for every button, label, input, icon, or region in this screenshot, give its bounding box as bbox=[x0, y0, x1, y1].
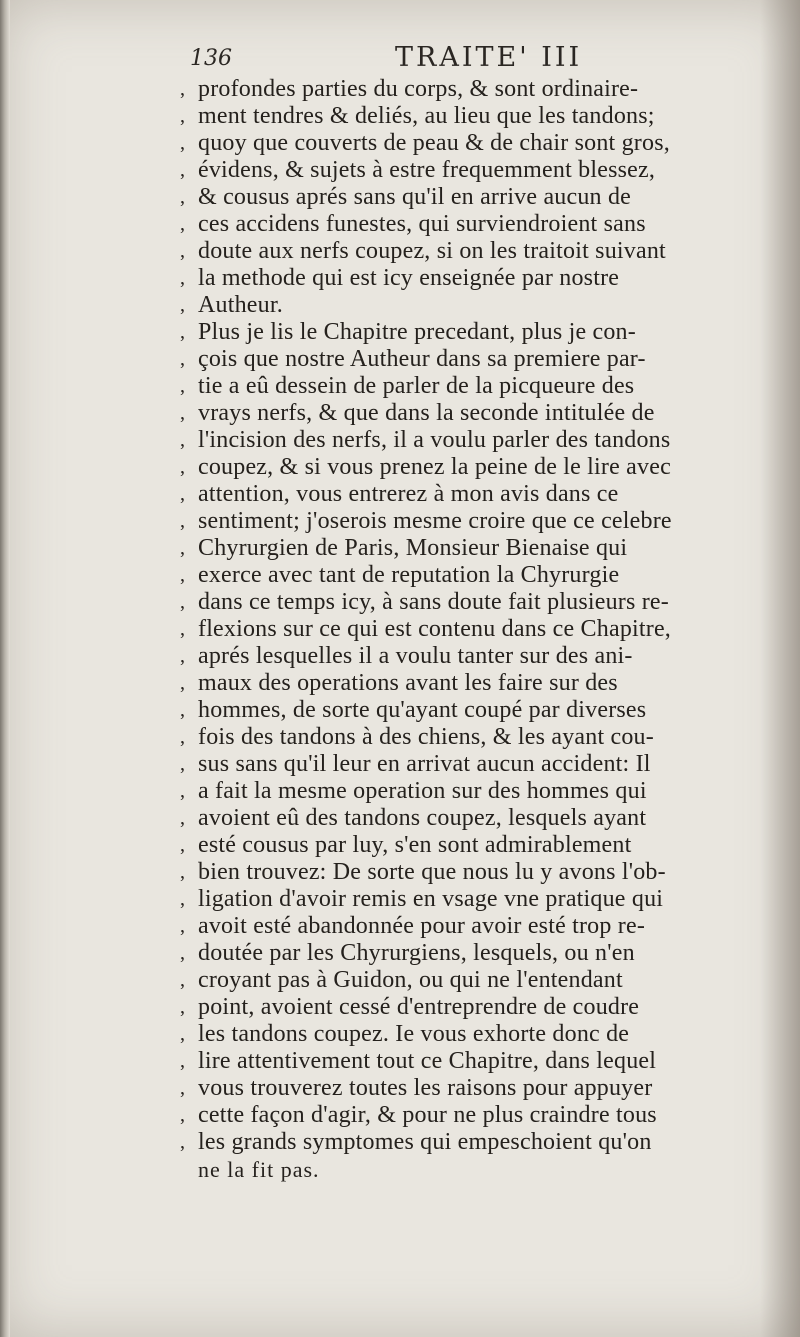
text-line bbox=[180, 400, 775, 427]
quotation-marker: , bbox=[180, 645, 185, 667]
text-line bbox=[180, 751, 775, 778]
quotation-marker: , bbox=[180, 969, 185, 991]
line-text: les grands symptomes qui empeschoient qu'on bbox=[198, 1129, 652, 1155]
text-line bbox=[180, 319, 775, 346]
text-line bbox=[180, 1048, 775, 1075]
text-line bbox=[180, 940, 775, 967]
quotation-marker: , bbox=[180, 672, 185, 694]
text-line bbox=[180, 481, 775, 508]
quotation-marker: , bbox=[180, 888, 185, 910]
line-text: croyant pas à Guidon, ou qui ne l'entendant bbox=[198, 967, 623, 993]
text-line bbox=[180, 886, 775, 913]
text-line bbox=[180, 643, 775, 670]
line-text: évidens, & sujets à estre frequemment blessez, bbox=[198, 157, 656, 183]
line-text: doute aux nerfs coupez, si on les traitoit suivant bbox=[198, 238, 666, 264]
line-text: vrays nerfs, & que dans la seconde intitulée de bbox=[198, 400, 655, 426]
line-text: esté cousus par luy, s'en sont admirablement bbox=[198, 832, 632, 858]
quotation-marker: , bbox=[180, 861, 185, 883]
quotation-marker: , bbox=[180, 996, 185, 1018]
text-line bbox=[180, 967, 775, 994]
text-line bbox=[180, 211, 775, 238]
quotation-marker: , bbox=[180, 699, 185, 721]
quotation-marker: , bbox=[180, 159, 185, 181]
line-text: vous trouverez toutes les raisons pour appuyer bbox=[198, 1075, 653, 1101]
line-text: ces accidens funestes, qui surviendroient sans bbox=[198, 211, 646, 237]
text-line bbox=[180, 859, 775, 886]
text-line bbox=[180, 994, 775, 1021]
quotation-marker: , bbox=[180, 456, 185, 478]
quotation-marker: , bbox=[180, 618, 185, 640]
text-line bbox=[180, 184, 775, 211]
text-line bbox=[180, 778, 775, 805]
page-number: 136 bbox=[190, 46, 232, 71]
quotation-marker: , bbox=[180, 375, 185, 397]
text-line bbox=[180, 832, 775, 859]
quotation-marker: , bbox=[180, 807, 185, 829]
text-line bbox=[180, 103, 775, 130]
line-text: ment tendres & deliés, au lieu que les tandons; bbox=[198, 103, 655, 129]
line-text: Chyrurgien de Paris, Monsieur Bienaise qui bbox=[198, 535, 628, 561]
line-text: fois des tandons à des chiens, & les ayant cou- bbox=[198, 724, 654, 750]
line-text: cette façon d'agir, & pour ne plus craindre tous bbox=[198, 1102, 657, 1128]
line-text: la methode qui est icy enseignée par nostre bbox=[198, 265, 620, 291]
line-text: avoit esté abandonnée pour avoir esté trop re- bbox=[198, 913, 646, 939]
line-text: attention, vous entrerez à mon avis dans ce bbox=[198, 481, 619, 507]
line-text: coupez, & si vous prenez la peine de le lire avec bbox=[198, 454, 671, 480]
text-line bbox=[180, 535, 775, 562]
quotation-marker: , bbox=[180, 267, 185, 289]
quotation-marker: , bbox=[180, 78, 185, 100]
line-text: hommes, de sorte qu'ayant coupé par diverses bbox=[198, 697, 647, 723]
quotation-marker: , bbox=[180, 915, 185, 937]
line-text: doutée par les Chyrurgiens, lesquels, ou n'en bbox=[198, 940, 635, 966]
text-line bbox=[180, 562, 775, 589]
text-line bbox=[180, 724, 775, 751]
text-line bbox=[180, 373, 775, 400]
text-line bbox=[180, 346, 775, 373]
quotation-marker: , bbox=[180, 402, 185, 424]
line-text: Autheur. bbox=[198, 292, 283, 318]
text-line bbox=[180, 238, 775, 265]
quotation-marker: , bbox=[180, 726, 185, 748]
quotation-marker: , bbox=[180, 564, 185, 586]
text-line bbox=[180, 1075, 775, 1102]
quotation-marker: , bbox=[180, 1131, 185, 1153]
line-text: sentiment; j'oserois mesme croire que ce celebre bbox=[198, 508, 672, 534]
body-text bbox=[180, 76, 775, 1183]
text-line bbox=[180, 292, 775, 319]
quotation-marker: , bbox=[180, 753, 185, 775]
quotation-marker: , bbox=[180, 1104, 185, 1126]
line-text: çois que nostre Autheur dans sa premiere par- bbox=[198, 346, 646, 372]
quotation-marker: , bbox=[180, 321, 185, 343]
text-line bbox=[180, 454, 775, 481]
line-text: maux des operations avant les faire sur des bbox=[198, 670, 618, 696]
quotation-marker: , bbox=[180, 1050, 185, 1072]
text-line bbox=[180, 508, 775, 535]
quotation-marker: , bbox=[180, 510, 185, 532]
line-text: tie a eû dessein de parler de la picqueure des bbox=[198, 373, 635, 399]
text-line bbox=[180, 805, 775, 832]
text-line bbox=[180, 589, 775, 616]
page-edge bbox=[0, 0, 10, 1337]
line-text: avoient eû des tandons coupez, lesquels ayant bbox=[198, 805, 647, 831]
line-text: aprés lesquelles il a voulu tanter sur des ani- bbox=[198, 643, 633, 669]
text-line bbox=[180, 1021, 775, 1048]
quotation-marker: , bbox=[180, 105, 185, 127]
text-line bbox=[180, 1129, 775, 1156]
line-text: Plus je lis le Chapitre precedant, plus je con- bbox=[198, 319, 636, 345]
quotation-marker: , bbox=[180, 348, 185, 370]
line-text: ligation d'avoir remis en vsage vne pratique qui bbox=[198, 886, 664, 912]
text-line bbox=[180, 1156, 775, 1183]
text-line bbox=[180, 76, 775, 103]
line-text: dans ce temps icy, à sans doute fait plusieurs re- bbox=[198, 589, 669, 615]
line-text: l'incision des nerfs, il a voulu parler des tandons bbox=[198, 427, 671, 453]
line-text: flexions sur ce qui est contenu dans ce Chapitre, bbox=[198, 616, 671, 642]
line-text: point, avoient cessé d'entreprendre de coudre bbox=[198, 994, 640, 1020]
quotation-marker: , bbox=[180, 1023, 185, 1045]
text-line bbox=[180, 616, 775, 643]
line-text: a fait la mesme operation sur des hommes qui bbox=[198, 778, 647, 804]
quotation-marker: , bbox=[180, 942, 185, 964]
quotation-marker: , bbox=[180, 240, 185, 262]
line-text: ne la fit pas. bbox=[198, 1157, 320, 1182]
text-line bbox=[180, 1102, 775, 1129]
quotation-marker: , bbox=[180, 429, 185, 451]
quotation-marker: , bbox=[180, 591, 185, 613]
line-text: quoy que couverts de peau & de chair sont gros, bbox=[198, 130, 670, 156]
running-head: TRAITE' III bbox=[395, 42, 583, 73]
line-text: sus sans qu'il leur en arrivat aucun accident: Il bbox=[198, 751, 651, 777]
line-text: les tandons coupez. Ie vous exhorte donc de bbox=[198, 1021, 630, 1047]
quotation-marker: , bbox=[180, 483, 185, 505]
quotation-marker: , bbox=[180, 132, 185, 154]
text-line bbox=[180, 265, 775, 292]
text-line bbox=[180, 670, 775, 697]
line-text: exerce avec tant de reputation la Chyrurgie bbox=[198, 562, 620, 588]
line-text: profondes parties du corps, & sont ordinaire- bbox=[198, 76, 639, 102]
page-header bbox=[190, 42, 790, 78]
quotation-marker: , bbox=[180, 780, 185, 802]
line-text: bien trouvez: De sorte que nous lu y avons l'ob- bbox=[198, 859, 666, 885]
quotation-marker: , bbox=[180, 537, 185, 559]
text-line bbox=[180, 427, 775, 454]
text-line bbox=[180, 157, 775, 184]
quotation-marker: , bbox=[180, 294, 185, 316]
text-line bbox=[180, 697, 775, 724]
quotation-marker: , bbox=[180, 1077, 185, 1099]
quotation-marker: , bbox=[180, 213, 185, 235]
line-text: & cousus aprés sans qu'il en arrive aucun de bbox=[198, 184, 631, 210]
text-line bbox=[180, 130, 775, 157]
text-line bbox=[180, 913, 775, 940]
quotation-marker: , bbox=[180, 186, 185, 208]
line-text: lire attentivement tout ce Chapitre, dans lequel bbox=[198, 1048, 657, 1074]
quotation-marker: , bbox=[180, 834, 185, 856]
